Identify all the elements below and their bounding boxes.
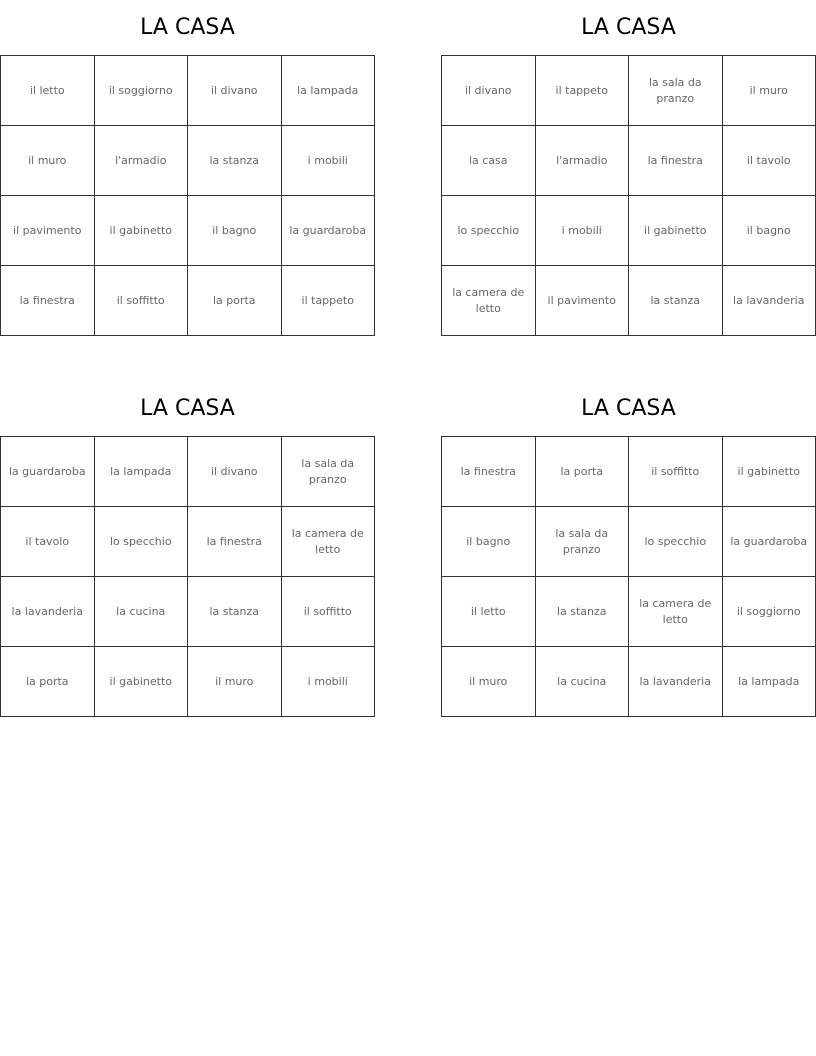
bingo-cell: il pavimento [536, 266, 630, 336]
bingo-cell: il tavolo [1, 507, 95, 577]
bingo-cell: l'armadio [95, 126, 189, 196]
bingo-cell: il gabinetto [95, 196, 189, 266]
bingo-grid [441, 436, 816, 717]
bingo-cell: lo specchio [629, 507, 723, 577]
bingo-cell: l'armadio [536, 126, 630, 196]
bingo-cell: il tavolo [723, 126, 816, 196]
bingo-cell: la stanza [188, 577, 282, 647]
bingo-cell: il muro [188, 647, 282, 717]
bingo-cell: la sala da pranzo [629, 56, 723, 126]
bingo-cell: il letto [442, 577, 536, 647]
bingo-cell: la lavanderia [1, 577, 95, 647]
bingo-cell: la guardaroba [723, 507, 816, 577]
bingo-cell: il soggiorno [723, 577, 816, 647]
bingo-cell: lo specchio [95, 507, 189, 577]
bingo-cell: la stanza [188, 126, 282, 196]
bingo-cell: la finestra [629, 126, 723, 196]
bingo-cell: il soffitto [95, 266, 189, 336]
bingo-grid [0, 436, 375, 717]
bingo-cell: la cucina [536, 647, 630, 717]
bingo-cell: la lavanderia [629, 647, 723, 717]
bingo-cell: la guardaroba [1, 437, 95, 507]
bingo-cell: i mobili [282, 126, 376, 196]
bingo-cell: la sala da pranzo [282, 437, 376, 507]
card-title: LA CASA [140, 15, 235, 40]
bingo-cell: il soggiorno [95, 56, 189, 126]
bingo-cell: la porta [536, 437, 630, 507]
bingo-grid [0, 55, 375, 336]
bingo-cell: la finestra [442, 437, 536, 507]
bingo-cell: la lampada [723, 647, 816, 717]
bingo-cell: la camera de letto [629, 577, 723, 647]
bingo-card-1 [0, 0, 375, 336]
bingo-cell: la finestra [1, 266, 95, 336]
bingo-cell: il soffitto [629, 437, 723, 507]
bingo-cell: il bagno [442, 507, 536, 577]
bingo-cell: il tappeto [282, 266, 376, 336]
bingo-cell: il divano [442, 56, 536, 126]
bingo-cell: la porta [188, 266, 282, 336]
card-title: LA CASA [581, 396, 676, 421]
card-title: LA CASA [140, 396, 235, 421]
bingo-cell: la stanza [629, 266, 723, 336]
bingo-grid [441, 55, 816, 336]
bingo-cell: i mobili [536, 196, 630, 266]
bingo-cell: la finestra [188, 507, 282, 577]
bingo-cell: la lampada [282, 56, 376, 126]
bingo-cell: i mobili [282, 647, 376, 717]
bingo-cell: il divano [188, 437, 282, 507]
bingo-cell: il bagno [188, 196, 282, 266]
bingo-cell: il muro [1, 126, 95, 196]
bingo-cell: il bagno [723, 196, 816, 266]
bingo-cell: il divano [188, 56, 282, 126]
bingo-cell: il muro [442, 647, 536, 717]
bingo-cell: il pavimento [1, 196, 95, 266]
bingo-cell: il letto [1, 56, 95, 126]
bingo-cell: la casa [442, 126, 536, 196]
bingo-cell: la sala da pranzo [536, 507, 630, 577]
bingo-card-4 [441, 381, 816, 717]
card-title: LA CASA [581, 15, 676, 40]
bingo-cell: la lampada [95, 437, 189, 507]
bingo-card-3 [0, 381, 375, 717]
bingo-cell: il soffitto [282, 577, 376, 647]
bingo-cell: la porta [1, 647, 95, 717]
bingo-cell: la guardaroba [282, 196, 376, 266]
bingo-card-2 [441, 0, 816, 336]
bingo-cell: la stanza [536, 577, 630, 647]
bingo-cell: il gabinetto [629, 196, 723, 266]
bingo-cell: la lavanderia [723, 266, 816, 336]
bingo-cell: la cucina [95, 577, 189, 647]
bingo-cell: lo specchio [442, 196, 536, 266]
bingo-cell: il gabinetto [723, 437, 816, 507]
bingo-cell: il gabinetto [95, 647, 189, 717]
bingo-cell: il muro [723, 56, 816, 126]
bingo-cell: la camera de letto [442, 266, 536, 336]
bingo-cell: la camera de letto [282, 507, 376, 577]
bingo-cell: il tappeto [536, 56, 630, 126]
